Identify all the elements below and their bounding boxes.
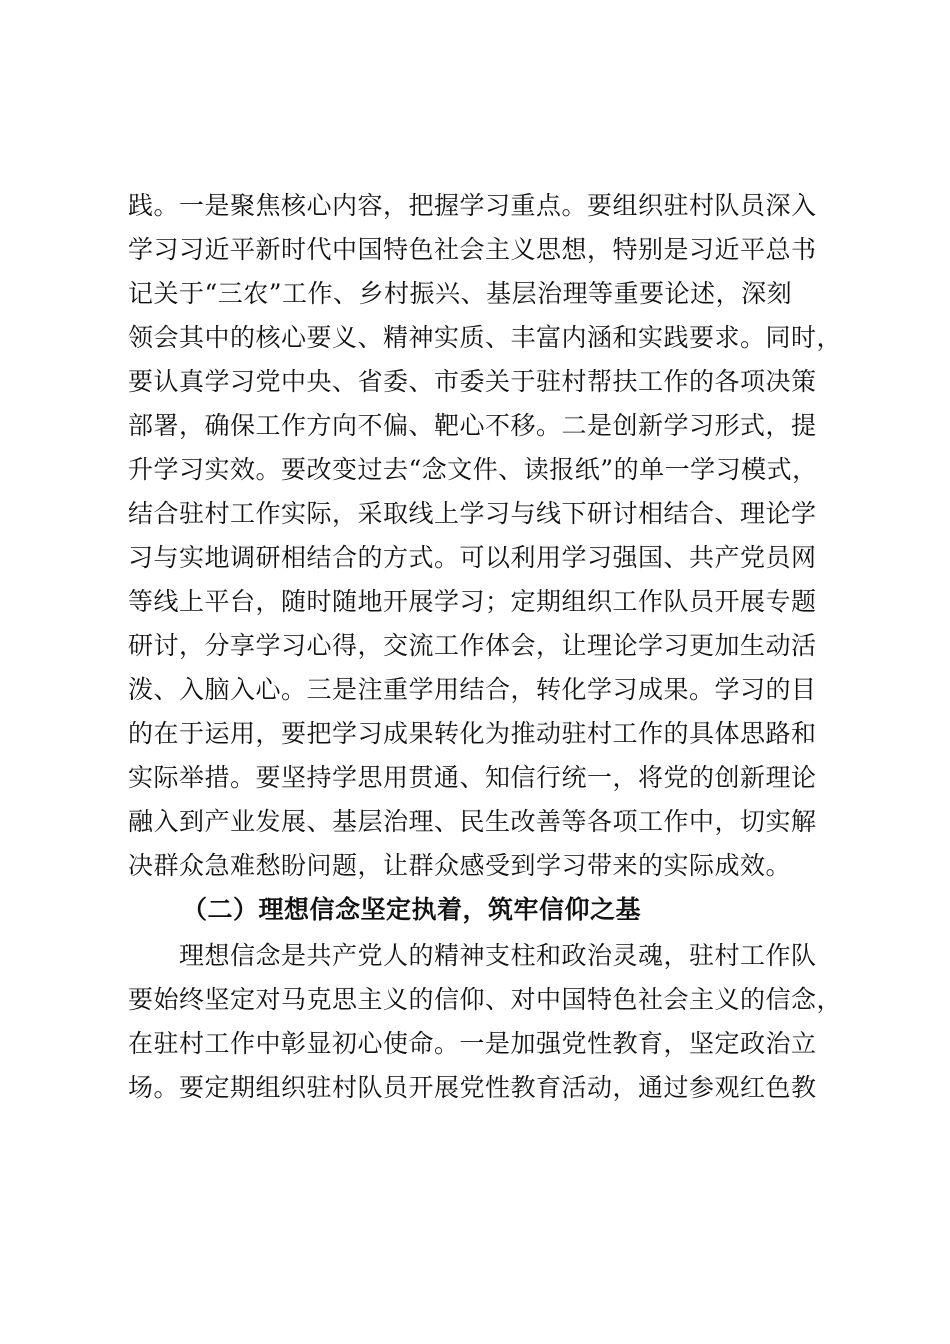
paragraph-1-line: 等线上平台，随时随地开展学习；定期组织工作队员开展专题 bbox=[128, 587, 817, 616]
paragraph-2-line: 场。要定期组织驻村队员开展党性教育活动，通过参观红色教 bbox=[128, 1073, 817, 1102]
paragraph-1-line: 习与实地调研相结合的方式。可以利用学习强国、共产党员网 bbox=[128, 543, 817, 572]
paragraph-1-line: 领会其中的核心要义、精神实质、丰富内涵和实践要求。同时， bbox=[128, 323, 843, 352]
paragraph-1-line: 的在于运用，要把学习成果转化为推动驻村工作的具体思路和 bbox=[128, 719, 817, 748]
paragraph-1-line: 部署，确保工作方向不偏、靶心不移。二是创新学习形式，提 bbox=[128, 411, 817, 440]
paragraph-1-line: 决群众急难愁盼问题，让群众感受到学习带来的实际成效。 bbox=[128, 851, 792, 880]
paragraph-1-line: 泼、入脑入心。三是注重学用结合，转化学习成果。学习的目 bbox=[128, 675, 817, 704]
paragraph-1-line: 践。一是聚焦核心内容，把握学习重点。要组织驻村队员深入 bbox=[128, 191, 817, 220]
paragraph-1-line: 融入到产业发展、基层治理、民生改善等各项工作中，切实解 bbox=[128, 807, 817, 836]
paragraph-1-line: 要认真学习党中央、省委、市委关于驻村帮扶工作的各项决策 bbox=[128, 367, 817, 396]
paragraph-1-line: 实际举措。要坚持学思用贯通、知信行统一，将党的创新理论 bbox=[128, 763, 817, 792]
paragraph-1-line: 记关于“三农”工作、乡村振兴、基层治理等重要论述，深刻 bbox=[128, 279, 793, 308]
paragraph-1-line: 结合驻村工作实际，采取线上学习与线下研讨相结合、理论学 bbox=[128, 499, 817, 528]
paragraph-1-line: 升学习实效。要改变过去“念文件、读报纸”的单一学习模式， bbox=[128, 455, 818, 484]
paragraph-2-line: 在驻村工作中彰显初心使命。一是加强党性教育，坚定政治立 bbox=[128, 1029, 817, 1058]
paragraph-1-line: 学习习近平新时代中国特色社会主义思想，特别是习近平总书 bbox=[128, 235, 817, 264]
paragraph-1-line: 研讨，分享学习心得，交流工作体会，让理论学习更加生动活 bbox=[128, 631, 817, 660]
paragraph-2-line: 理想信念是共产党人的精神支柱和政治灵魂，驻村工作队 bbox=[128, 941, 817, 970]
paragraph-2-line: 要始终坚定对马克思主义的信仰、对中国特色社会主义的信念， bbox=[128, 985, 843, 1014]
section-heading: （二）理想信念坚定执着，筑牢信仰之基 bbox=[182, 895, 642, 924]
